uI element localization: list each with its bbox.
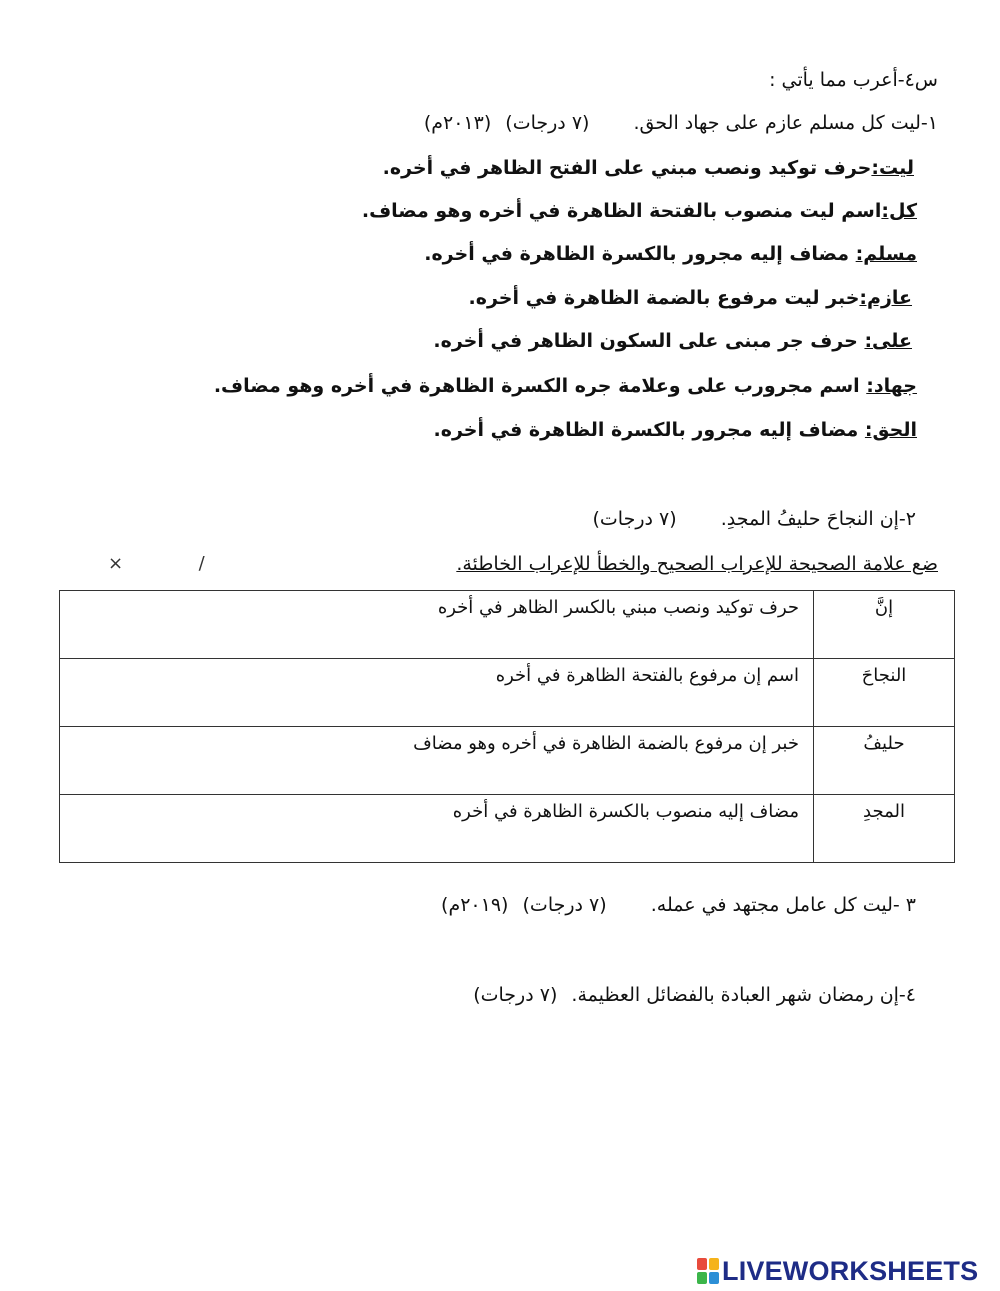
parsed-analysis: اسم ليت منصوب بالفتحة الظاهرة في أخره وهو مضاف.	[361, 200, 882, 222]
sentence-2-text: ٢-إن النجاحَ حليفُ المجدِ.	[720, 508, 916, 530]
sentence-4-points: (٧ درجات)	[473, 984, 558, 1006]
table-word: إنَّ	[814, 591, 955, 659]
table-answer-cell[interactable]: اسم إن مرفوع بالفتحة الظاهرة في أخره	[60, 659, 814, 727]
question-title: س٤-أعرب مما يأتي :	[769, 69, 938, 91]
parsing-line	[433, 327, 912, 355]
parsed-analysis: مضاف إليه مجرور بالكسرة الظاهرة في أخره.	[424, 243, 856, 265]
sentence-3-points: (٧ درجات)	[522, 894, 607, 916]
parsed-analysis: حرف جر مبنى على السكون الظاهر في أخره.	[433, 330, 865, 352]
parsed-word: مسلم:	[855, 243, 917, 265]
parsing-line	[434, 416, 917, 444]
parsed-analysis: مضاف إليه مجرور بالكسرة الظاهرة في أخره.	[433, 419, 865, 441]
cross-symbol: ×	[108, 553, 124, 574]
table-row	[60, 591, 955, 659]
table-answer-cell[interactable]: مضاف إليه منصوب بالكسرة الظاهرة في أخره	[60, 795, 814, 863]
parsing-line	[214, 372, 917, 400]
parsed-analysis: خبر ليت مرفوع بالضمة الظاهرة في أخره.	[468, 287, 860, 309]
table-answer-cell[interactable]: خبر إن مرفوع بالضمة الظاهرة في أخره وهو مضاف	[60, 727, 814, 795]
parsed-word: على:	[864, 330, 912, 352]
parsing-line	[383, 154, 914, 182]
parsed-word: الحق:	[864, 419, 917, 441]
liveworksheets-logo	[697, 1254, 978, 1288]
check-symbol: /	[198, 553, 205, 574]
instruction: ضع علامة الصحيحة للإعراب الصحيح والخطأ للإعراب الخاطئة.	[456, 553, 938, 575]
sentence-4	[473, 981, 916, 1009]
table-row	[60, 795, 955, 863]
parsing-line	[424, 240, 917, 268]
sentence-1-points: (٧ درجات)	[505, 112, 590, 134]
parsed-word: ليت:	[871, 157, 914, 179]
table-word: النجاحَ	[814, 659, 955, 727]
answer-symbols	[108, 551, 205, 577]
parsed-analysis: حرف توكيد ونصب مبني على الفتح الظاهر في أخره.	[382, 157, 872, 179]
answer-table	[59, 590, 955, 863]
sentence-2	[592, 505, 916, 533]
parsed-word: جهاد:	[866, 375, 917, 397]
parsed-analysis: اسم مجرورب على وعلامة جره الكسرة الظاهرة في أخره وهو مضاف.	[213, 375, 867, 397]
parsed-word: عازم:	[859, 287, 912, 309]
sentence-1-text: ١-ليت كل مسلم عازم على جهاد الحق.	[633, 112, 938, 134]
table-word: حليفُ	[814, 727, 955, 795]
sentence-2-points: (٧ درجات)	[592, 508, 677, 530]
sentence-3	[441, 891, 916, 919]
sentence-3-year: (٢٠١٩م)	[441, 894, 509, 916]
sentence-4-text: ٤-إن رمضان شهر العبادة بالفضائل العظيمة.	[571, 984, 916, 1006]
sentence-3-text: ٣ -ليت كل عامل مجتهد في عمله.	[650, 894, 916, 916]
parsing-line	[362, 197, 917, 225]
parsed-word: كل:	[881, 200, 917, 222]
sentence-1-year: (٢٠١٣م)	[423, 112, 492, 134]
sentence-1	[424, 109, 938, 137]
table-answer-cell[interactable]: حرف توكيد ونصب مبني بالكسر الظاهر في أخره	[60, 591, 814, 659]
table-row	[60, 659, 955, 727]
table-row	[60, 727, 955, 795]
parsing-line	[469, 284, 912, 312]
liveworksheets-logo-icon	[697, 1258, 719, 1284]
logo-text: LIVEWORKSHEETS	[722, 1255, 979, 1286]
table-word: المجدِ	[814, 795, 955, 863]
